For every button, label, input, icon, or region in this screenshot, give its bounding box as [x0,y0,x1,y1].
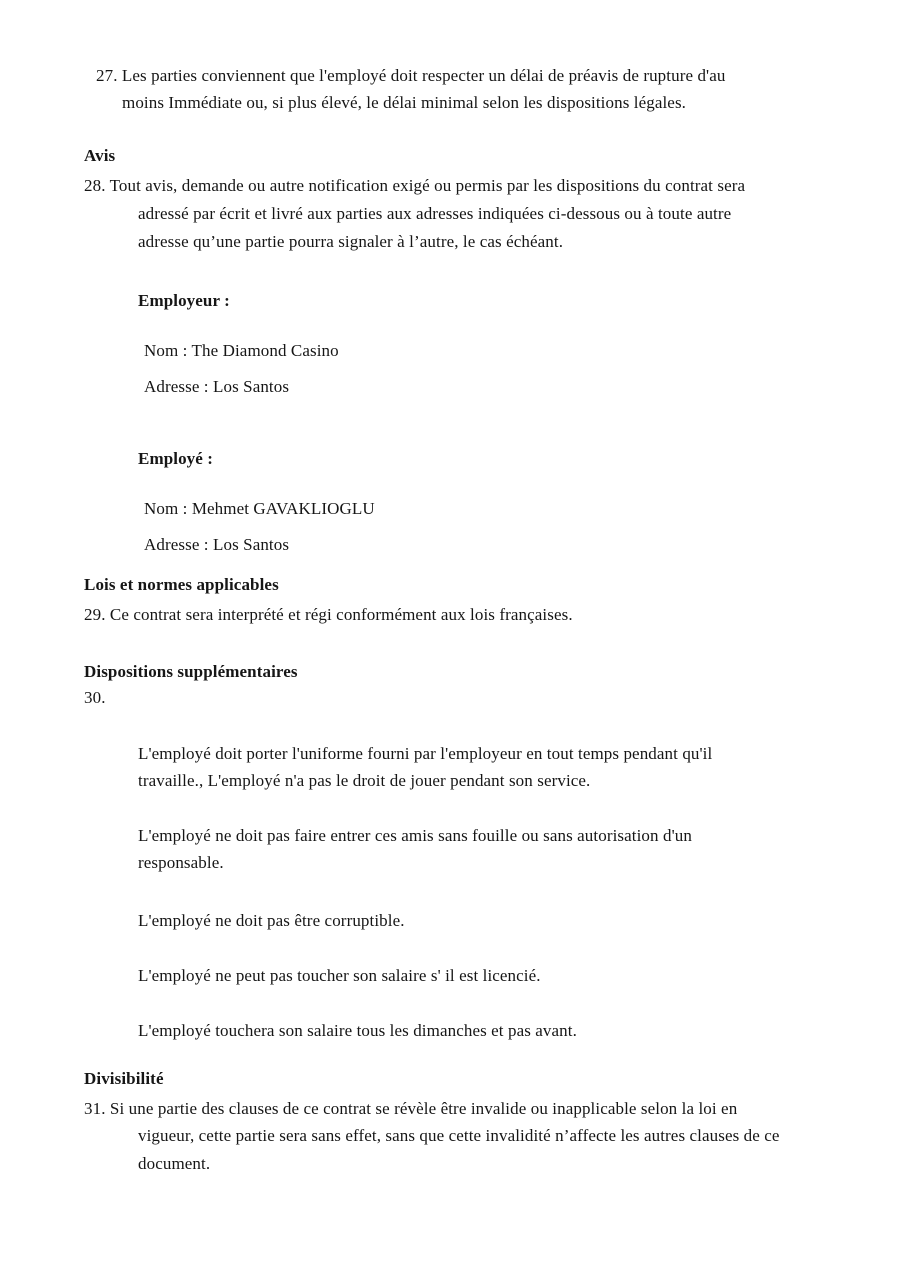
clause-28-line-3: adresse qu’une partie pourra signaler à l’autre, le cas échéant. [138,232,564,251]
provision-4-line-1: L'employé ne peut pas toucher son salaire s' il est licencié. [138,966,541,985]
clause-30-number: 30. [84,688,106,707]
section-heading-avis: Avis [84,146,116,165]
employeur-adresse: Adresse : Los Santos [144,377,290,396]
provision-1-line-2: travaille., L'employé n'a pas le droit de jouer pendant son service. [138,771,591,790]
provision-2-line-1: L'employé ne doit pas faire entrer ces amis sans fouille ou sans autorisation d'un [138,826,692,845]
clause-28-line-1: 28. Tout avis, demande ou autre notification exigé ou permis par les dispositions du contrat sera [84,176,746,195]
provision-3-line-1: L'employé ne doit pas être corruptible. [138,911,405,930]
section-heading-dispositions: Dispositions supplémentaires [84,662,298,681]
employe-heading: Employé : [138,449,214,468]
clause-31-line-2: vigueur, cette partie sera sans effet, sans que cette invalidité n’affecte les autres clauses de ce [138,1126,780,1145]
clause-28-line-2: adressé par écrit et livré aux parties aux adresses indiquées ci-dessous ou à toute autre [138,204,732,223]
provision-2-line-2: responsable. [138,853,224,872]
provision-1-line-1: L'employé doit porter l'uniforme fourni par l'employeur en tout temps pendant qu'il [138,744,713,763]
clause-31-line-3: document. [138,1154,211,1173]
employe-adresse: Adresse : Los Santos [144,535,290,554]
clause-27-line-1: 27. Les parties conviennent que l'employé doit respecter un délai de préavis de rupture d'au [96,66,726,85]
section-heading-lois: Lois et normes applicables [84,575,279,594]
provision-5-line-1: L'employé touchera son salaire tous les dimanches et pas avant. [138,1021,577,1040]
section-heading-divisibilite: Divisibilité [84,1069,164,1088]
clause-31-line-1: 31. Si une partie des clauses de ce contrat se révèle être invalide ou inapplicable selon la loi en [84,1099,738,1118]
employeur-heading: Employeur : [138,291,230,310]
clause-29-line-1: 29. Ce contrat sera interprété et régi conformément aux lois françaises. [84,605,573,624]
clause-27-line-2: moins Immédiate ou, si plus élevé, le délai minimal selon les dispositions légales. [122,93,687,112]
employe-nom: Nom : Mehmet GAVAKLIOGLU [144,499,375,518]
employeur-nom: Nom : The Diamond Casino [144,341,339,360]
